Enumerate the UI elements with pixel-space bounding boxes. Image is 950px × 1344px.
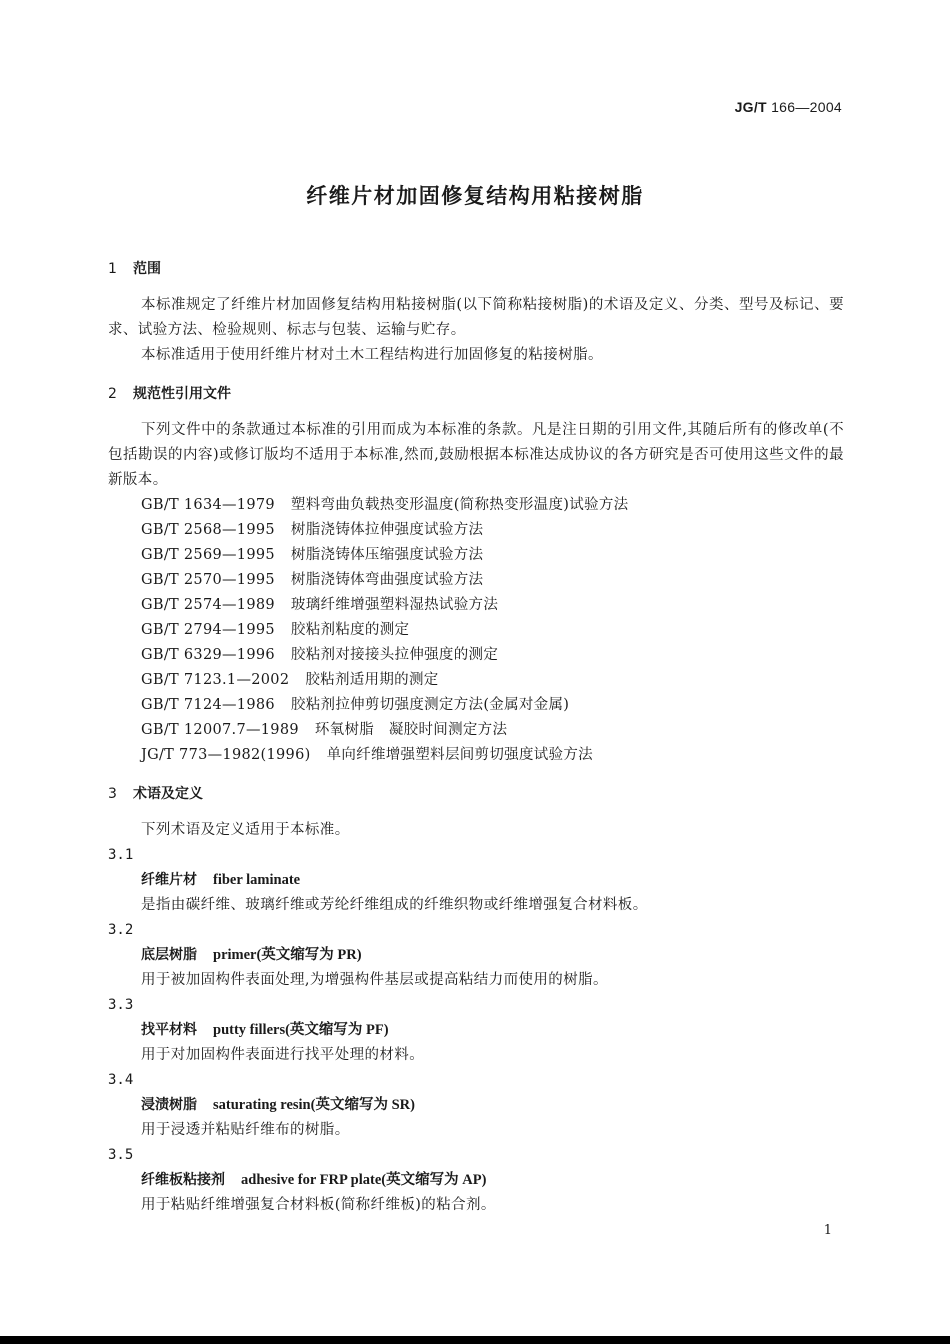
term-name-zh: 找平材料 xyxy=(141,1022,197,1038)
term-definition: 是指由碳纤维、玻璃纤维或芳纶纤维组成的纤维织物或纤维增强复合材料板。 xyxy=(141,897,648,913)
paragraph: 本标准适用于使用纤维片材对土木工程结构进行加固修复的粘接树脂。 xyxy=(141,347,603,363)
section-title: 范围 xyxy=(133,261,161,277)
reference-item xyxy=(141,668,844,693)
reference-item xyxy=(141,543,844,568)
term-entry xyxy=(108,993,844,1068)
reference-title: 胶粘剂对接接头拉伸强度的测定 xyxy=(290,647,499,663)
reference-code: GB/T 6329—1996 xyxy=(141,647,275,663)
term-definition: 用于粘贴纤维增强复合材料板(简称纤维板)的粘合剂。 xyxy=(141,1197,496,1213)
reference-item xyxy=(141,693,844,718)
term-number: 3.1 xyxy=(108,847,134,863)
section-title: 术语及定义 xyxy=(133,786,203,802)
term-name xyxy=(141,1093,844,1118)
reference-title: 树脂浇铸体拉伸强度试验方法 xyxy=(290,522,484,538)
reference-item xyxy=(141,518,844,543)
term-name xyxy=(141,943,844,968)
reference-code: GB/T 2574—1989 xyxy=(141,597,275,613)
section-2-heading xyxy=(108,381,844,407)
term-entry xyxy=(108,1068,844,1143)
term-number: 3.2 xyxy=(108,922,134,938)
reference-title: 胶粘剂适用期的测定 xyxy=(305,672,439,688)
reference-item xyxy=(141,568,844,593)
reference-code: JG/T 773—1982(1996) xyxy=(141,747,311,763)
term-number: 3.4 xyxy=(108,1072,134,1088)
term-name-zh: 底层树脂 xyxy=(141,947,197,963)
reference-title: 单向纤维增强塑料层间剪切强度试验方法 xyxy=(326,747,593,763)
term-name-en: saturating resin(英文缩写为 SR) xyxy=(213,1097,415,1113)
term-name-en: adhesive for FRP plate(英文缩写为 AP) xyxy=(241,1172,487,1188)
term-name xyxy=(141,868,844,893)
standard-code xyxy=(735,99,842,115)
reference-title: 胶粘剂粘度的测定 xyxy=(290,622,410,638)
reference-item xyxy=(141,643,844,668)
section-1-heading xyxy=(108,256,844,282)
reference-code: GB/T 7124—1986 xyxy=(141,697,275,713)
reference-title: 树脂浇铸体弯曲强度试验方法 xyxy=(290,572,484,588)
section-title: 规范性引用文件 xyxy=(133,386,231,402)
reference-code: GB/T 2570—1995 xyxy=(141,572,275,588)
reference-title: 胶粘剂拉伸剪切强度测定方法(金属对金属) xyxy=(290,697,570,713)
section-number: 3 xyxy=(108,786,117,802)
reference-code: GB/T 2569—1995 xyxy=(141,547,275,563)
term-entry xyxy=(108,843,844,918)
reference-item xyxy=(141,593,844,618)
standard-prefix: JG/T xyxy=(734,99,767,115)
standard-number: 166—2004 xyxy=(771,99,842,115)
reference-title: 玻璃纤维增强塑料湿热试验方法 xyxy=(290,597,499,613)
reference-item xyxy=(141,743,844,768)
term-number: 3.5 xyxy=(108,1147,134,1163)
term-name-zh: 纤维片材 xyxy=(141,872,197,888)
reference-code: GB/T 2568—1995 xyxy=(141,522,275,538)
term-definition: 用于被加固构件表面处理,为增强构件基层或提高粘结力而使用的树脂。 xyxy=(141,972,608,988)
reference-item xyxy=(141,618,844,643)
term-entry xyxy=(108,1143,844,1218)
section-number: 2 xyxy=(108,386,117,402)
term-name-en: primer(英文缩写为 PR) xyxy=(213,947,362,963)
reference-code: GB/T 12007.7—1989 xyxy=(141,722,299,738)
term-name-en: putty fillers(英文缩写为 PF) xyxy=(213,1022,389,1038)
paragraph: 下列文件中的条款通过本标准的引用而成为本标准的条款。凡是注日期的引用文件,其随后所有的修改单(不包括勘误的内容)或修订版均不适用于本标准,然而,鼓励根据本标准达成协议的各方研究是否可使用这些文件的最新版本。 xyxy=(108,422,844,488)
paragraph: 本标准规定了纤维片材加固修复结构用粘接树脂(以下简称粘接树脂)的术语及定义、分类、型号及标记、要求、试验方法、检验规则、标志与包装、运输与贮存。 xyxy=(108,297,844,338)
reference-code: GB/T 2794—1995 xyxy=(141,622,275,638)
term-entry xyxy=(108,918,844,993)
reference-code: GB/T 7123.1—2002 xyxy=(141,672,290,688)
reference-item xyxy=(141,718,844,743)
term-name-zh: 浸渍树脂 xyxy=(141,1097,197,1113)
term-number: 3.3 xyxy=(108,997,134,1013)
term-name xyxy=(141,1018,844,1043)
reference-code: GB/T 1634—1979 xyxy=(141,497,275,513)
term-name-en: fiber laminate xyxy=(213,872,301,888)
term-name xyxy=(141,1168,844,1193)
term-definition: 用于浸透并粘贴纤维布的树脂。 xyxy=(141,1122,350,1138)
document-body xyxy=(108,256,844,1218)
reference-title: 树脂浇铸体压缩强度试验方法 xyxy=(290,547,484,563)
page-number: 1 xyxy=(823,1223,832,1238)
reference-item xyxy=(141,493,844,518)
document-title: 纤维片材加固修复结构用粘接树脂 xyxy=(306,184,644,208)
term-definition: 用于对加固构件表面进行找平处理的材料。 xyxy=(141,1047,425,1063)
reference-list xyxy=(141,493,844,768)
term-name-zh: 纤维板粘接剂 xyxy=(141,1172,225,1188)
page-bottom-edge xyxy=(0,1336,950,1344)
section-number: 1 xyxy=(108,261,117,277)
section-3-heading xyxy=(108,781,844,807)
reference-title: 塑料弯曲负载热变形温度(简称热变形温度)试验方法 xyxy=(290,497,629,513)
paragraph: 下列术语及定义适用于本标准。 xyxy=(141,822,350,838)
reference-title: 环氧树脂 凝胶时间测定方法 xyxy=(314,722,508,738)
